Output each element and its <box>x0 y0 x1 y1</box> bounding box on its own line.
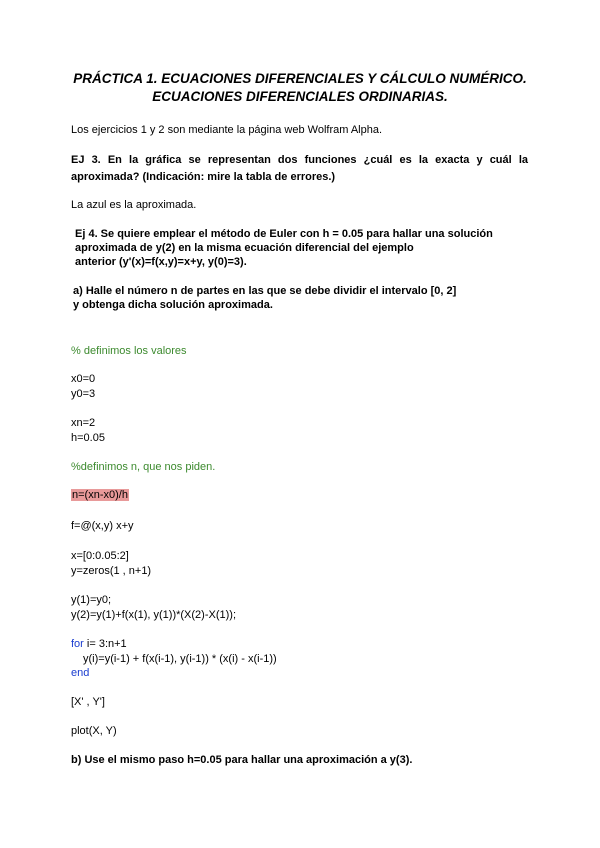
part-a-line-1: a) Halle el número n de partes en las que se debe dividir el intervalo [0, 2] <box>73 285 457 297</box>
code-y0: y0=3 <box>71 388 96 400</box>
code-y1: y(1)=y0; <box>71 594 112 606</box>
highlighted-n-definition: n=(xn-x0)/h <box>72 489 128 501</box>
code-loop-body: y(i)=y(i-1) + f(x(i-1), y(i-1)) * (x(i) - x(i-1)) <box>83 653 277 665</box>
code-x-definition: x=[0:0.05:2] <box>71 550 129 562</box>
code-xn: xn=2 <box>71 417 96 429</box>
code-for-line <box>71 638 127 650</box>
ej4-line-3: anterior (y'(x)=f(x,y)=x+y, y(0)=3). <box>75 256 247 268</box>
code-comment-values: % definimos los valores <box>71 345 187 357</box>
ej3-answer: La azul es la aproximada. <box>71 199 197 211</box>
title-line-2: ECUACIONES DIFERENCIALES ORDINARIAS. <box>152 89 448 104</box>
ej4-line-1: Ej 4. Se quiere emplear el método de Euler con h = 0.05 para hallar una solución <box>75 228 493 240</box>
part-b: b) Use el mismo paso h=0.05 para hallar una aproximación a y(3). <box>71 754 413 766</box>
for-range: i= 3:n+1 <box>83 638 127 650</box>
code-n-definition <box>71 489 129 501</box>
code-plot: plot(X, Y) <box>71 725 117 737</box>
code-h: h=0.05 <box>71 432 105 444</box>
code-x0: x0=0 <box>71 373 96 385</box>
code-y-definition: y=zeros(1 , n+1) <box>71 565 152 577</box>
for-keyword: for <box>71 638 84 650</box>
code-display: [X' , Y'] <box>71 696 105 708</box>
code-f-definition: f=@(x,y) x+y <box>71 520 134 532</box>
title-line-1: PRÁCTICA 1. ECUACIONES DIFERENCIALES Y CÁLCULO NUMÉRICO. <box>73 71 527 86</box>
ej3-question: EJ 3. En la gráfica se representan dos funciones ¿cuál es la exacta y cuál la aproximada? (Indicación: mire la tabla de errores.) <box>71 154 528 183</box>
intro-text: Los ejercicios 1 y 2 son mediante la página web Wolfram Alpha. <box>71 124 383 136</box>
part-a-line-2: y obtenga dicha solución aproximada. <box>73 299 273 311</box>
code-y2: y(2)=y(1)+f(x(1), y(1))*(X(2)-X(1)); <box>71 609 237 621</box>
end-keyword: end <box>71 667 90 679</box>
ej4-line-2: aproximada de y(2) en la misma ecuación diferencial del ejemplo <box>75 242 414 254</box>
code-comment-n: %definimos n, que nos piden. <box>71 461 216 473</box>
